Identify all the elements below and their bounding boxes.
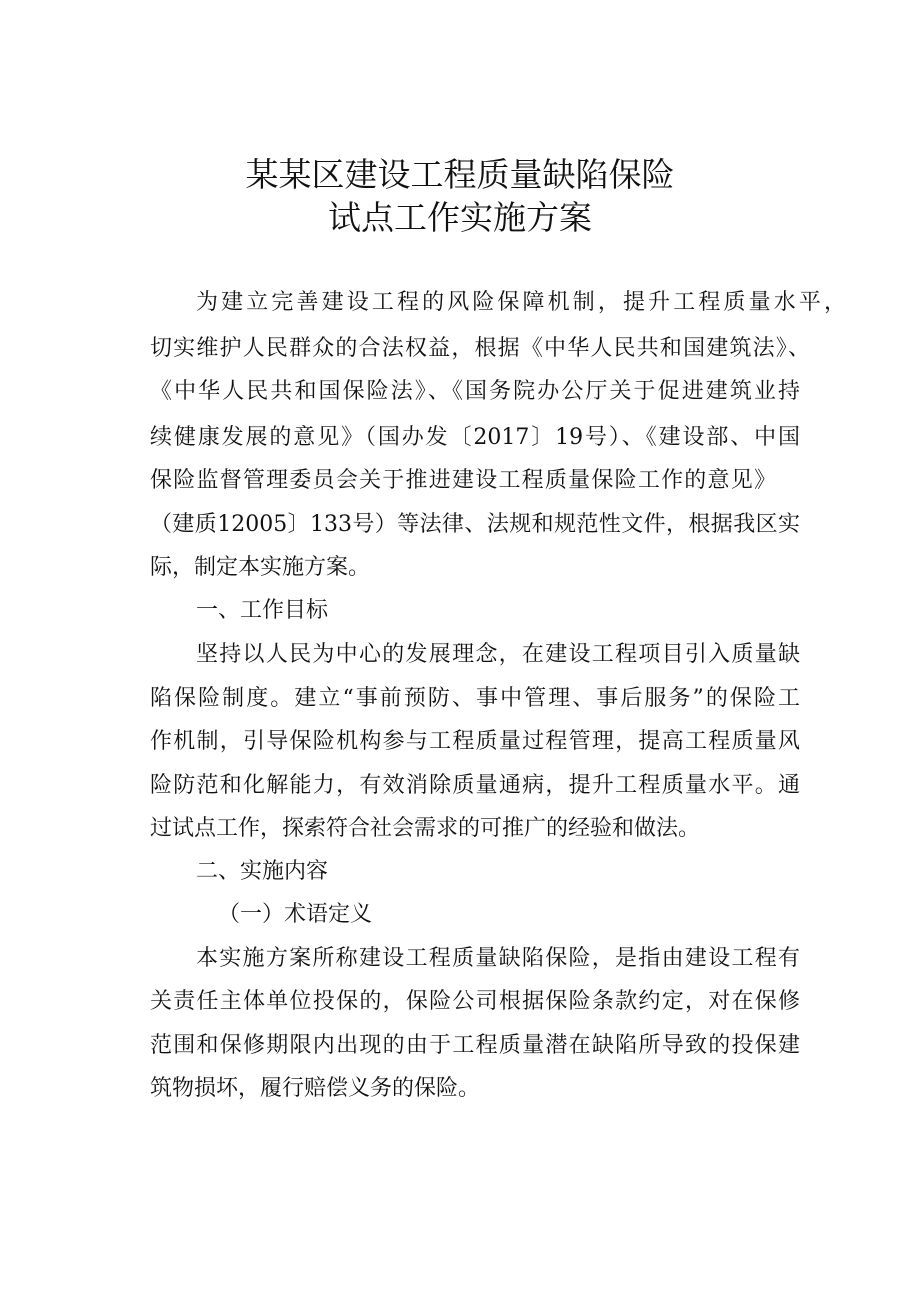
section-heading-implementation: 二、实施内容	[196, 859, 329, 884]
section1-line: 险防范和化解能力，有效消除质量通病，提升工程质量水平。通	[150, 773, 800, 798]
intro-line: 《中华人民共和国保险法》、《国务院办公厅关于促进建筑业持	[150, 379, 800, 404]
subsection1-line: 关责任主体单位投保的，保险公司根据保险条款约定，对在保修	[150, 989, 800, 1014]
section1-line: 过试点工作，探索符合社会需求的可推广的经验和做法。	[150, 816, 701, 841]
document-title-line-2: 试点工作实施方案	[328, 198, 592, 237]
intro-line: 为建立完善建设工程的风险保障机制，提升工程质量水平，	[196, 290, 846, 315]
section1-line: 作机制，引导保险机构参与工程质量过程管理，提高工程质量风	[150, 729, 800, 754]
intro-line: 际，制定本实施方案。	[150, 555, 371, 580]
subsection1-line: 本实施方案所称建设工程质量缺陷保险，是指由建设工程有	[196, 946, 800, 971]
intro-line: 续健康发展的意见》（国办发〔2017〕19号）、《建设部、中国	[150, 425, 800, 450]
section1-line: 坚持以人民为中心的发展理念，在建设工程项目引入质量缺	[196, 642, 800, 667]
subsection-heading-terms: （一）术语定义	[218, 902, 373, 927]
subsection1-line: 范围和保修期限内出现的由于工程质量潜在缺陷所导致的投保建	[150, 1033, 800, 1058]
document-title-line-1: 某某区建设工程质量缺陷保险	[245, 155, 675, 194]
intro-line: （建质12005〕133号）等法律、法规和规范性文件，根据我区实	[150, 512, 800, 537]
intro-line: 切实维护人民群众的合法权益，根据《中华人民共和国建筑法》、	[150, 336, 810, 361]
section1-line: 陷保险制度。建立“事前预防、事中管理、事后服务”的保险工	[150, 686, 800, 711]
intro-line: 保险监督管理委员会关于推进建设工程质量保险工作的意见》	[150, 468, 776, 493]
section-heading-work-goals: 一、工作目标	[196, 598, 329, 623]
subsection1-line: 筑物损坏，履行赔偿义务的保险。	[150, 1076, 481, 1101]
